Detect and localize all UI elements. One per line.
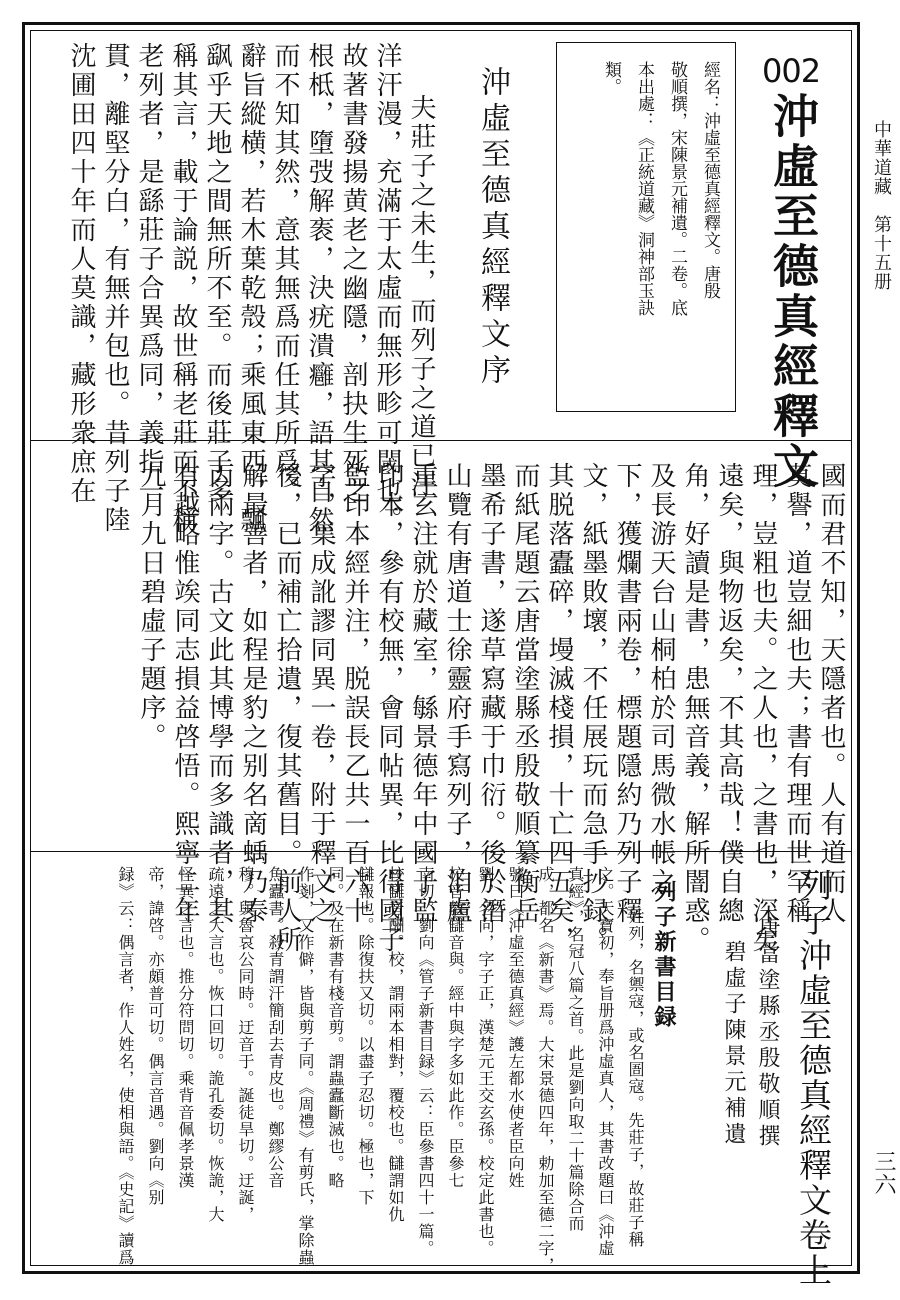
preface-column: 沈圃田四十年而人莫識，藏形衆庶在 [66, 42, 96, 506]
preface-column: 故著書發揚黄老之幽隱，剖抉生死之 [338, 42, 368, 506]
preface-column: 辭旨縱横，若木葉乾殼；乘風東西，飄 [236, 42, 266, 535]
series-volume-label [868, 120, 894, 291]
section-column: 之。天寶初，奉旨册爲沖虛真人，其書改題曰《沖虛 [596, 866, 615, 1257]
section-column: 校音教讎音與。經中與字多如此作。臣參七 [446, 866, 465, 1189]
page-number: 三六 [871, 1150, 896, 1196]
section-column: 作剗，又作僻，皆與剪子同。《周禮》有剪氏，掌除蟲 [296, 866, 315, 1266]
section-column: 疏遠之大言也。恢口回切。詭孔委切。恢詭，大 [206, 866, 225, 1223]
preface-column: 其脱落蠹碎，墁滅棧損，十亡四五矣， [544, 462, 574, 955]
preface-column: 解最善者，如程是豹之别名啇蝺乃泰 [238, 462, 268, 926]
section-column: 南切。劉向《管子新書目録》云：臣參書四十一篇。 [416, 866, 435, 1257]
preface-column: 有越略惟竢同志損益啓悟。熙寧二年 [170, 462, 200, 926]
info-line: 本出處：《正統道藏》洞神部玉訣 [634, 61, 654, 316]
preface-column: 而紙尾題云唐當塗縣丞殷敬順纂衡岳 [510, 462, 540, 926]
preface-column: 角，好讀是書，患無音義，解所闇惑。 [680, 462, 710, 955]
preface-column: 而不知其然，意其無爲而任其所爲。 [270, 42, 300, 506]
section-column: 同。及在新書有棧音剪。謂蟲蠹斷滅也。略 [326, 866, 345, 1189]
section-column: 魚蠹書。殺青謂汗簡刮去青皮也。鄭繆公音 [266, 866, 285, 1189]
preface-column: 國而君不知，天隱者也。人有道而人 [816, 462, 846, 926]
section-column: 真經》，名冠八篇之首。此是劉向取二十篇除合而 [566, 866, 585, 1232]
preface-column: 印本，參有校無，會同帖異，比得國子 [374, 462, 404, 955]
preface-column: 九月九日碧虛子題序。 [136, 462, 166, 752]
preface-column: 墨希子書，遂草寫藏于巾衍。後於潛 [476, 462, 506, 926]
preface-column: 後，已而補亡拾遺，復其舊目。前人所 [272, 462, 302, 955]
author-credit: 唐當塗縣丞殷敬順撰 [755, 916, 780, 1150]
preface-column: 重玄注就於藏室，緐景德年中國子監 [408, 462, 438, 926]
section-column: 校讎音酬。校，謂兩本相對，覆校也。讎謂如仇 [386, 866, 405, 1223]
section-column: 劉，名向，字子正，漢楚元王交玄孫。校定此書也。 [476, 866, 495, 1257]
preface-column: 下，獲爛書兩卷，標題隱約乃列子釋 [612, 462, 642, 926]
info-line: 經名：沖虛至德真經釋文。唐殷 [700, 61, 720, 299]
preface-column: 根柢，墮弢解袠，決疣潰癰，語其自然 [304, 42, 334, 535]
author-credit: 碧虛子陳景元補遺 [721, 940, 746, 1148]
catalog-info-box [556, 42, 736, 412]
preface-column: 老列者，是繇莊子合異爲同，義指一 [134, 42, 164, 506]
preface-column: 監印本經并注，脱誤長乙共一百六十 [340, 462, 370, 926]
preface-column: 稱其言，載于論説，故世稱老莊而不稱 [168, 42, 198, 535]
section-column: 讎報也。除復扶又切。以盡子忍切。極也，下 [356, 866, 375, 1206]
preface-column: 文，紙墨敗壞，不任展玩而急手抄録。 [578, 462, 608, 955]
volume-name: 第十五册 [871, 215, 892, 291]
preface-column: 及長游天台山桐柏於司馬微水帳之 [646, 462, 676, 897]
preface-column: 夫莊子之未生，而列子之道已汪 [406, 94, 436, 500]
preface-column: 理，豈粗也夫。之人也，之書也，深矣 [748, 462, 778, 955]
section-column: 録》云：偶言者，作人姓名，使相與語。《史記》讀爲 [116, 866, 135, 1266]
section-column: 號曰《沖虛至德真經》護左都水使者臣向姓 [506, 866, 525, 1189]
preface-column: 山覽有唐道士徐靈府手寫列子，洎盧 [442, 462, 472, 926]
preface-column: 洋汗漫，充滿于太虛而無形畛可閾也。 [372, 42, 402, 535]
section-column: 帝，諱啓。亦頗普可切。偶言音遇。劉向《别 [146, 866, 165, 1206]
info-line: 敬順撰，宋陳景元補遺。二卷。底 [667, 61, 687, 316]
preface-title: 沖虛至德真經釋文序 [475, 66, 510, 390]
info-line: 類。 [601, 61, 621, 95]
document-title: 沖虛至德真經釋文 [766, 92, 820, 492]
series-name: 中華道藏 [871, 120, 892, 196]
section-column: 姓列，名禦寇，或名圄寇。先莊子，故莊子稱 [626, 908, 645, 1248]
section-column: 穆。與魯哀公同時。迂音于。誕徒旱切。迂誕， [236, 866, 255, 1223]
preface-column: 遠矣，與物返矣，不其高哉！僕自總 [714, 462, 744, 926]
preface-column: 丙兩字。古文此其博學而多識者，其 [204, 462, 234, 926]
preface-column: 貫，離堅分白，有無并包也。昔列子陸 [100, 42, 130, 535]
section-title: 列子新書目録 [651, 880, 676, 1030]
volume-title: 列子沖虛至德真經釋文卷上 [794, 868, 833, 1288]
document-number: 002 [762, 52, 821, 90]
section-column: 怪異之言也。推分符問切。乘背音佩孝景漢 [176, 866, 195, 1189]
preface-column: 莫譽，道豈細也夫；書有理而世罕稱 [782, 462, 812, 926]
section-column: 成，都名《新書》焉。大宋景德四年，勅加至德二字， [536, 866, 555, 1274]
preface-column: 飖乎天地之間無所不至。而後莊子多 [202, 42, 232, 506]
preface-column: 字，集成訛謬同異一卷，附于釋文之 [306, 462, 336, 926]
